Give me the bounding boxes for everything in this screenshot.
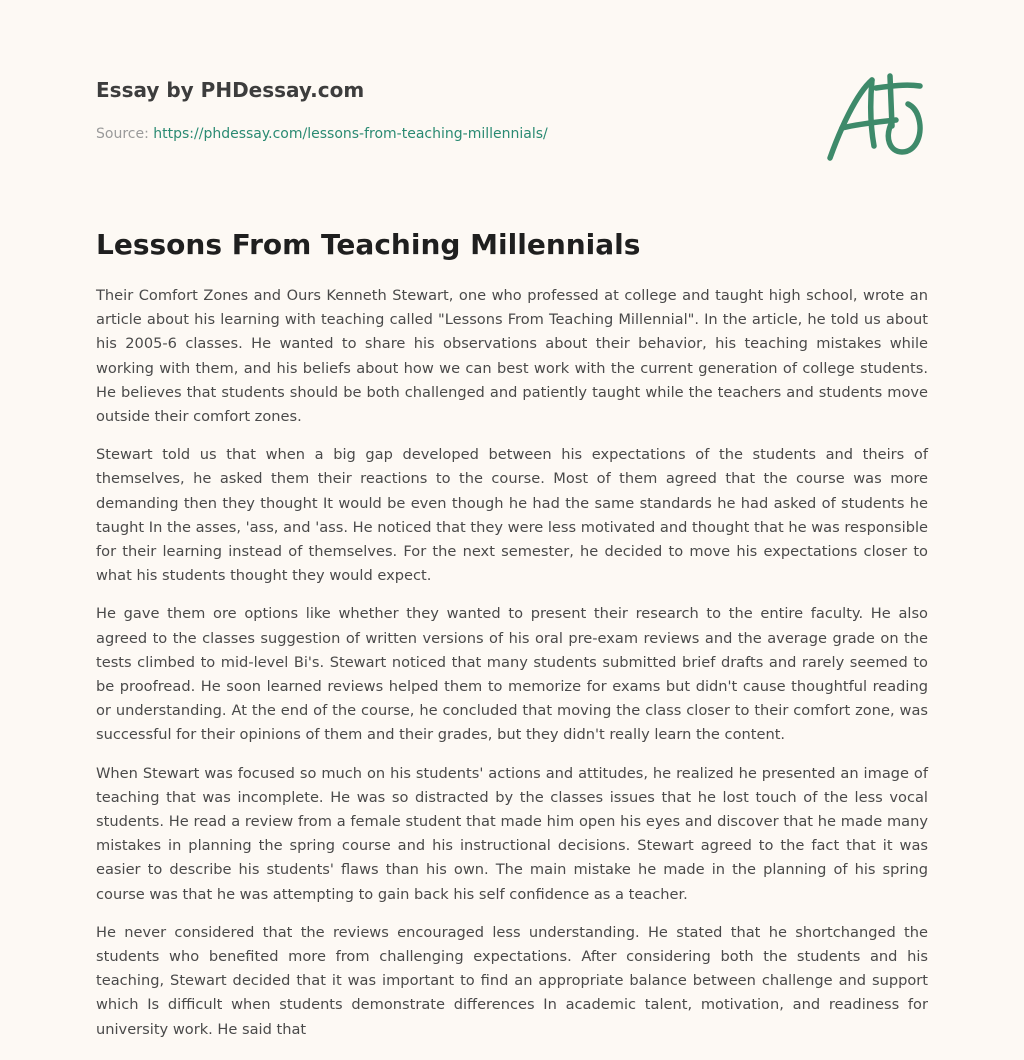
site-brand: Essay by PHDessay.com	[96, 78, 365, 102]
article-body	[96, 284, 928, 1056]
a-plus-grade-icon	[820, 66, 932, 166]
article-paragraph: Stewart told us that when a big gap developed between his expectations of the students and theirs of themselves, he asked them their reactions to the course. Most of them agreed that the course was more demanding then they thought It would be even though he had the same standards he had asked of students he taught In the asses, 'ass, and 'ass. He noticed that they were less motivated and thought that he was responsible for their learning instead of themselves. For the next semester, he decided to move his expectations closer to what his students thought they would expect.	[96, 446, 928, 585]
article-paragraph: When Stewart was focused so much on his students' actions and attitudes, he realized he presented an image of teaching that was incomplete. He was so distracted by the classes issues that he lost touch of the less vocal students. He read a review from a female student that made him open his eyes and discover that he made many mistakes in planning the spring course and his instructional decisions. Stewart agreed to the fact that it was easier to describe his students' flaws than his own. The main mistake he made in the planning of his spring course was that he was attempting to gain back his self confidence as a teacher.	[96, 764, 928, 903]
source-link[interactable]: https://phdessay.com/lessons-from-teaching-millennials/	[153, 126, 548, 142]
article-title: Lessons From Teaching Millennials	[96, 228, 641, 261]
article-paragraph: Their Comfort Zones and Ours Kenneth Stewart, one who professed at college and taught high school, wrote an article about his learning with teaching called "Lessons From Teaching Millennial". In the article, he told us about his 2005-6 classes. He wanted to share his observations about their behavior, his teaching mistakes while working with them, and his beliefs about how we can best work with the current generation of college students. He believes that students should be both challenged and patiently taught while the teachers and students move outside their comfort zones.	[96, 287, 928, 426]
article-paragraph: He never considered that the reviews encouraged less understanding. He stated that he shortchanged the students who benefited more from challenging expectations. After considering both the students and his teaching, Stewart decided that it was important to find an appropriate balance between challenge and support which Is difficult when students demonstrate differences In academic talent, motivation, and readiness for university work. He said that	[96, 923, 928, 1038]
source-line	[96, 124, 796, 144]
source-label: Source:	[96, 126, 154, 142]
article-paragraph: He gave them ore options like whether they wanted to present their research to the entire faculty. He also agreed to the classes suggestion of written versions of his oral pre-exam reviews and the average grade on the tests climbed to mid-level Bi's. Stewart noticed that many students submitted brief drafts and rarely seemed to be proofread. He soon learned reviews helped them to memorize for exams but didn't cause thoughtful reading or understanding. At the end of the course, he concluded that moving the class closer to their comfort zone, was successful for their opinions of them and their grades, but they didn't really learn the content.	[96, 605, 928, 744]
page-header	[96, 76, 796, 144]
